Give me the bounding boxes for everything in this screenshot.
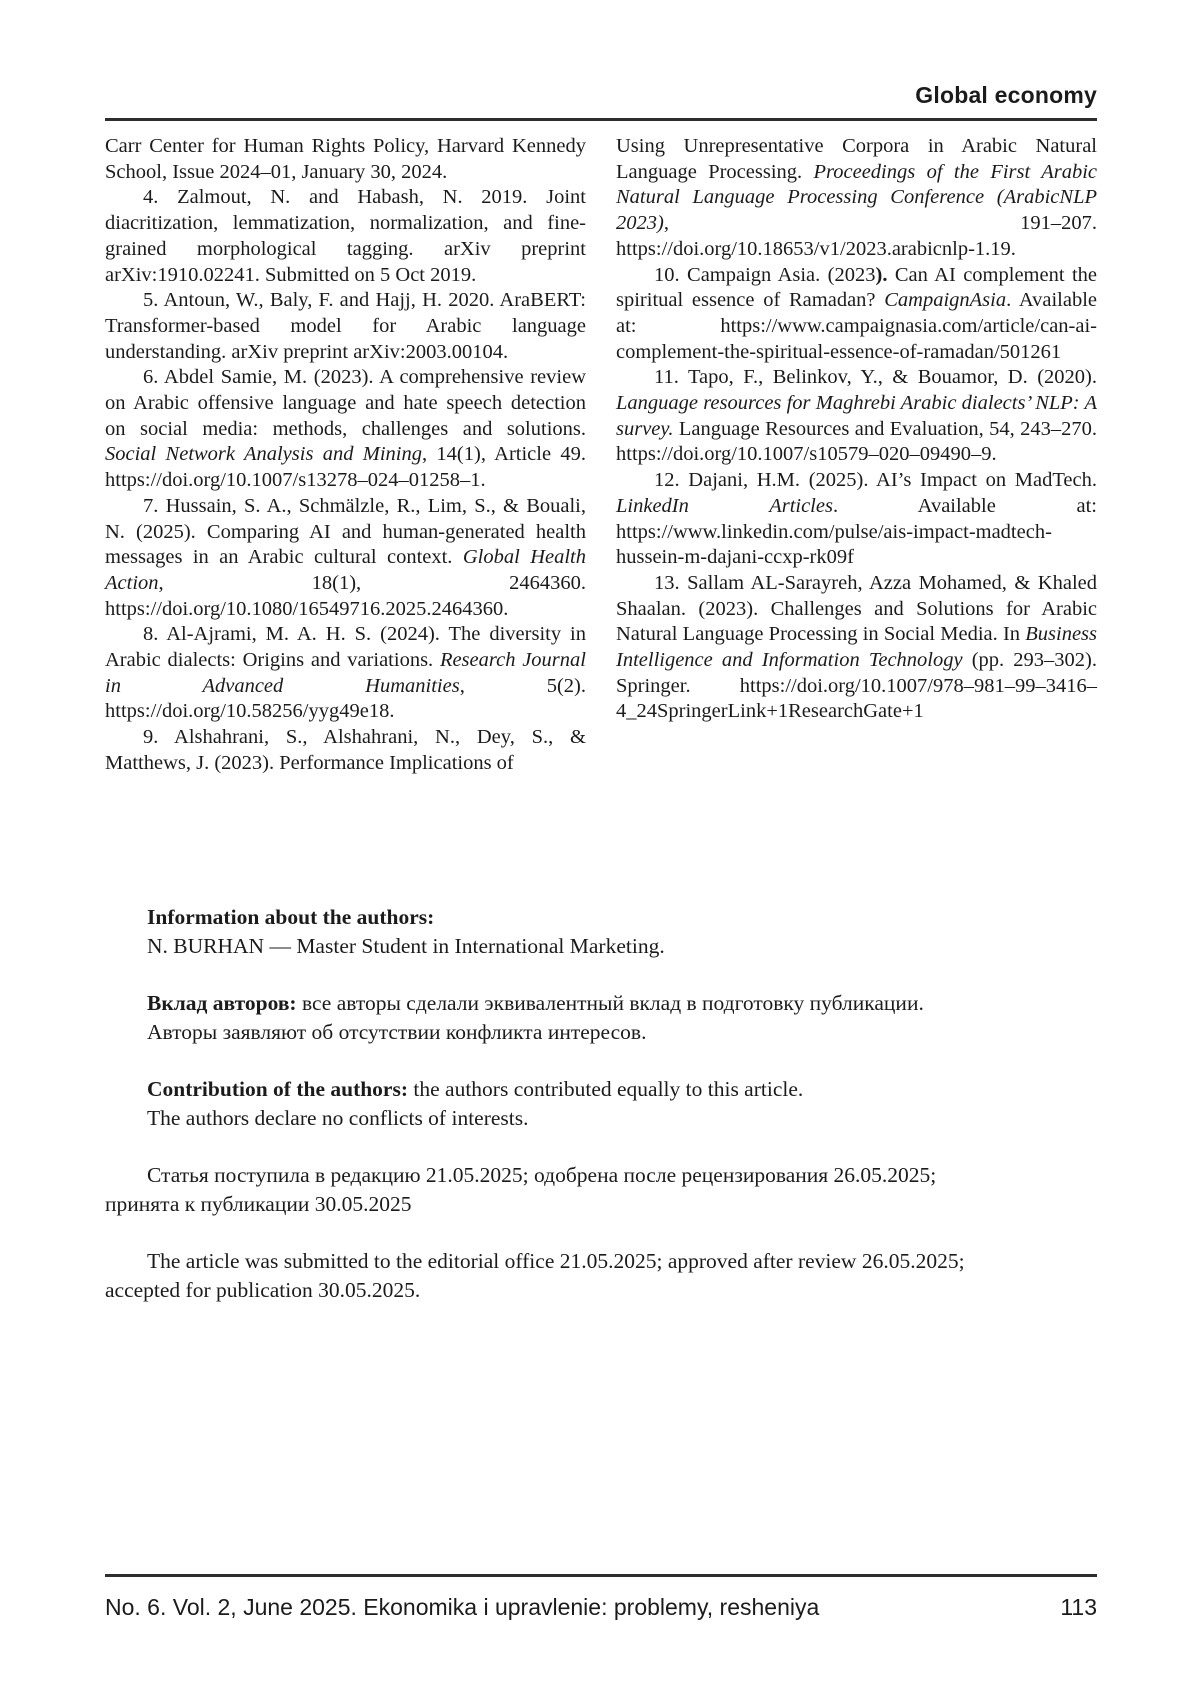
contribution-en-block	[105, 1075, 1097, 1133]
contribution-ru-block	[105, 989, 1097, 1047]
reference-paragraph: 6. Abdel Samie, M. (2023). A comprehensive review on Arabic offensive language and hate speech detection on social media: methods, challenges and solutions. Social Network Analysis and Mining, 14(1), Article 49. https://doi.org/10.1007/s13278–024–01258–1.	[105, 366, 586, 492]
contribution-en-lead: Contribution of the authors:	[147, 1077, 409, 1101]
contribution-ru-lead: Вклад авторов:	[147, 991, 297, 1015]
authors-info-heading-text: Information about the authors:	[147, 905, 435, 929]
contribution-en-text: the authors contributed equally to this article.	[408, 1077, 804, 1101]
header-rule	[105, 118, 1097, 121]
authors-info-block	[105, 903, 1097, 961]
page-header	[0, 82, 1200, 121]
reference-paragraph: 7. Hussain, S. A., Schmälzle, R., Lim, S., & Bouali, N. (2025). Comparing AI and human-generated health messages in an Arabic cultural context. Global Health Action, 18(1), 2464360. https://doi.org/10.1080/16549716.2025.2464360.	[105, 494, 586, 620]
contribution-en-line1	[105, 1075, 1097, 1104]
authors-info-body: N. BURHAN — Master Student in International Marketing.	[147, 934, 665, 958]
reference-paragraph: Using Unrepresentative Corpora in Arabic Natural Language Processing. Proceedings of the First Arabic Natural Language Processing Conference (ArabicNLP 2023), 191–207. https://doi.org/10.18653/v1/2023.arabicnlp-1.19.	[616, 135, 1097, 260]
authors-info-heading	[105, 903, 1097, 932]
references-section	[105, 134, 1097, 777]
page-footer	[105, 1574, 1097, 1620]
reference-paragraph: 13. Sallam AL-Sarayreh, Azza Mohamed, & Khaled Shaalan. (2023). Challenges and Solutions for Arabic Natural Language Processing in Social Media. In Business Intelligence and Information Technology (pp. 293–302). Springer. https://doi.org/10.1007/978–981–99–3416–4_24SpringerLink+1ResearchGate+1	[616, 571, 1097, 723]
references-column-right	[616, 134, 1097, 777]
journal-issue-info: No. 6. Vol. 2, June 2025. Ekonomika i upravlenie: problemy, resheniya	[105, 1594, 820, 1620]
footer-line	[105, 1594, 1097, 1620]
reference-paragraph: 4. Zalmout, N. and Habash, N. 2019. Joint diacritization, lemmatization, normalization, and fine-grained morphological tagging. arXiv preprint arXiv:1910.02241. Submitted on 5 Oct 2019.	[105, 186, 586, 286]
submission-en-line2: accepted for publication 30.05.2025.	[105, 1278, 421, 1302]
references-column-left	[105, 134, 586, 777]
reference-paragraph: 11. Tapo, F., Belinkov, Y., & Bouamor, D. (2020). Language resources for Maghrebi Arabic dialects’ NLP: A survey. Language Resources and Evaluation, 54, 243–270. https://doi.org/10.1007/s10579–020–09490–9.	[616, 366, 1097, 466]
submission-dates-ru-block	[105, 1161, 1097, 1219]
reference-paragraph: 12. Dajani, H.M. (2025). AI’s Impact on MadTech. LinkedIn Articles. Available at: https://www.linkedin.com/pulse/ais-impact-madtech-hussein-m-dajani-ccxp-rk09f	[616, 469, 1098, 569]
submission-ru-line1: Статья поступила в редакцию 21.05.2025; одобрена после рецензирования 26.05.2025;	[147, 1163, 937, 1187]
contribution-ru-line1	[105, 989, 1097, 1018]
reference-paragraph: 5. Antoun, W., Baly, F. and Hajj, H. 2020. AraBERT: Transformer-based model for Arabic language understanding. arXiv preprint arXiv:2003.00104.	[105, 289, 586, 363]
footer-rule	[105, 1574, 1097, 1577]
submission-ru-line2: принята к публикации 30.05.2025	[105, 1192, 412, 1216]
back-matter-section	[105, 903, 1097, 1333]
contribution-ru-line2: Авторы заявляют об отсутствии конфликта интересов.	[147, 1020, 647, 1044]
reference-paragraph: Carr Center for Human Rights Policy, Harvard Kennedy School, Issue 2024–01, January 30, 2024.	[105, 135, 586, 183]
reference-paragraph: 10. Campaign Asia. (2023). Can AI complement the spiritual essence of Ramadan? CampaignAsia. Available at: https://www.campaignasia.com/article/can-ai-complement-the-spiritual-essence-of-ramadan/501261	[616, 263, 1097, 363]
page-number: 113	[1060, 1594, 1097, 1620]
contribution-ru-text: все авторы сделали эквивалентный вклад в подготовку публикации.	[296, 991, 924, 1015]
section-title: Global economy	[915, 82, 1097, 108]
submission-en-line1: The article was submitted to the editorial office 21.05.2025; approved after review 26.05.2025;	[147, 1249, 965, 1273]
reference-paragraph: 9. Alshahrani, S., Alshahrani, N., Dey, S., & Matthews, J. (2023). Performance Implications of	[105, 726, 586, 774]
reference-paragraph: 8. Al-Ajrami, M. A. H. S. (2024). The diversity in Arabic dialects: Origins and variations. Research Journal in Advanced Humanities, 5(2). https://doi.org/10.58256/yyg49e18.	[105, 623, 586, 723]
submission-dates-en-block	[105, 1247, 1097, 1305]
contribution-en-line2: The authors declare no conflicts of interests.	[147, 1106, 529, 1130]
